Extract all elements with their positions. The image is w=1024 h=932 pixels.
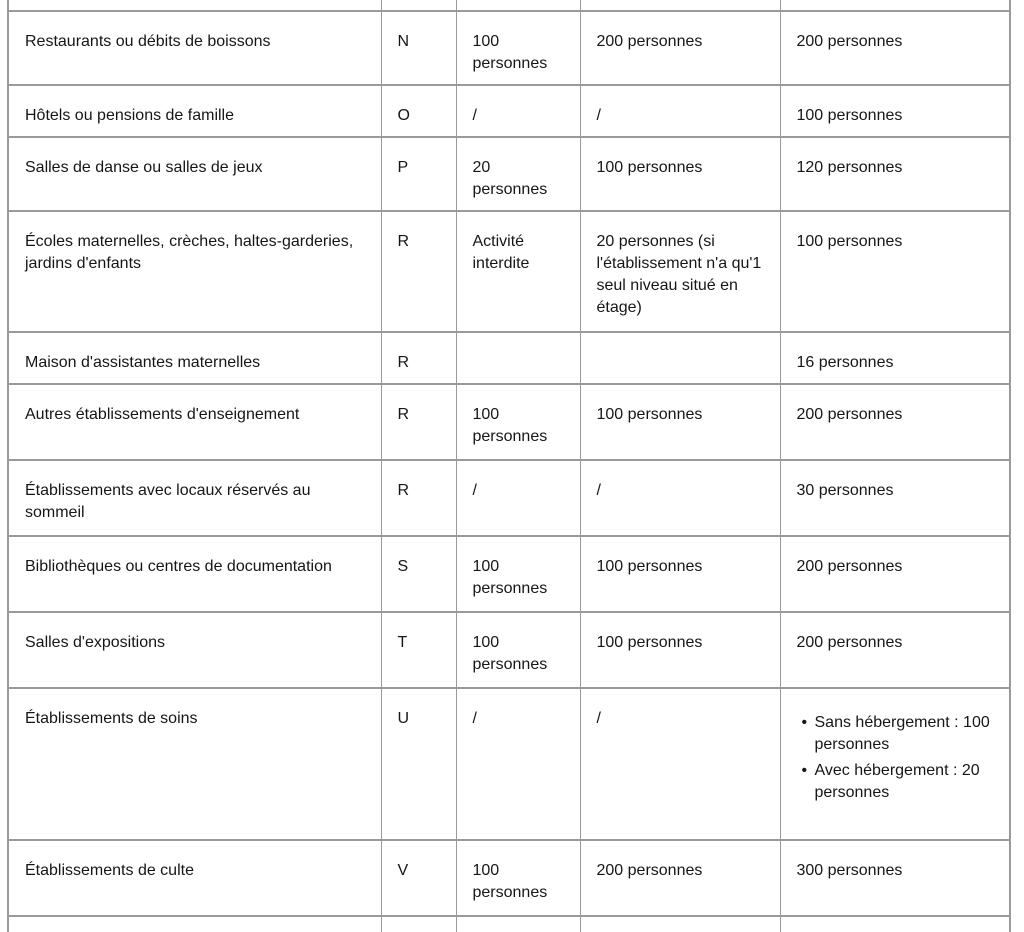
table-row [8,840,1010,916]
table-cell [580,916,780,932]
category-code-cell: R [381,460,456,536]
capacity-cell-col3: / [456,460,580,536]
category-code-cell: O [381,85,456,137]
table-row-partial-bottom [8,916,1010,932]
bullet-icon: • [801,714,808,731]
capacity-cell-col4: / [580,85,780,137]
list-item-text: Sans hébergement : 100 personnes [814,714,990,753]
category-code-cell: R [381,332,456,384]
table-row [8,137,1010,211]
table-row [8,688,1010,840]
capacity-cell-col5: 120 personnes [780,137,1010,211]
table-row [8,536,1010,612]
table-cell [381,916,456,932]
capacity-cell-col4: 200 personnes [580,11,780,85]
list-item [801,712,994,756]
table-row [8,211,1010,332]
capacity-cell-col4: 100 personnes [580,384,780,460]
table-cell [780,0,1010,11]
capacity-cell-col4: 100 personnes [580,536,780,612]
capacity-cell-col3 [456,332,580,384]
table-cell [580,0,780,11]
capacity-cell-col4: 200 personnes [580,840,780,916]
establishment-type-cell: Hôtels ou pensions de famille [8,85,381,137]
capacity-cell-col4: 100 personnes [580,137,780,211]
capacity-cell-col3: 100 personnes [456,840,580,916]
capacity-cell-col5: 200 personnes [780,536,1010,612]
table-row [8,332,1010,384]
capacity-cell-col5: 200 personnes [780,11,1010,85]
capacity-cell-col5: 200 personnes [780,384,1010,460]
establishment-type-cell: Salles d'expositions [8,612,381,688]
category-code-cell: R [381,384,456,460]
capacity-cell-col3: 100 personnes [456,384,580,460]
table-cell [780,916,1010,932]
table-cell [456,916,580,932]
establishment-type-cell: Établissements avec locaux réservés au sommeil [8,460,381,536]
table-cell [456,0,580,11]
category-code-cell: S [381,536,456,612]
list-item [801,760,994,804]
table-row-partial-top [8,0,1010,11]
capacity-cell-col3: Activité interdite [456,211,580,332]
category-code-cell: T [381,612,456,688]
table-row [8,384,1010,460]
capacity-cell-col5: 200 personnes [780,612,1010,688]
establishment-type-cell: Écoles maternelles, crèches, haltes-garderies, jardins d'enfants [8,211,381,332]
capacity-cell-col4: / [580,460,780,536]
table-row [8,85,1010,137]
capacity-cell-col5 [780,688,1010,840]
list-item-text: Avec hébergement : 20 personnes [814,762,980,801]
table-cell [381,0,456,11]
category-code-cell: V [381,840,456,916]
table-row [8,460,1010,536]
capacity-cell-col5: 30 personnes [780,460,1010,536]
establishment-type-cell: Salles de danse ou salles de jeux [8,137,381,211]
category-code-cell: U [381,688,456,840]
capacity-cell-col4: / [580,688,780,840]
capacity-cell-col5: 16 personnes [780,332,1010,384]
establishment-type-cell: Maison d'assistantes maternelles [8,332,381,384]
capacity-cell-col4 [580,332,780,384]
bullet-icon: • [801,762,808,779]
table-cell [8,916,381,932]
establishment-type-cell: Établissements de soins [8,688,381,840]
capacity-cell-col3: 20 personnes [456,137,580,211]
capacity-cell-col3: 100 personnes [456,612,580,688]
establishment-type-cell: Bibliothèques ou centres de documentation [8,536,381,612]
capacity-cell-col5: 300 personnes [780,840,1010,916]
table-row [8,11,1010,85]
capacity-cell-col4: 20 personnes (si l'établissement n'a qu'1 seul niveau situé en étage) [580,211,780,332]
capacity-cell-col3: 100 personnes [456,11,580,85]
capacity-list [797,712,994,804]
category-code-cell: R [381,211,456,332]
capacity-cell-col3: / [456,85,580,137]
capacity-cell-col3: / [456,688,580,840]
erp-capacity-table [7,0,1011,932]
table-cell [8,0,381,11]
capacity-cell-col4: 100 personnes [580,612,780,688]
establishment-type-cell: Établissements de culte [8,840,381,916]
establishment-type-cell: Restaurants ou débits de boissons [8,11,381,85]
capacity-cell-col5: 100 personnes [780,211,1010,332]
category-code-cell: P [381,137,456,211]
capacity-cell-col3: 100 personnes [456,536,580,612]
establishment-type-cell: Autres établissements d'enseignement [8,384,381,460]
table-row [8,612,1010,688]
category-code-cell: N [381,11,456,85]
capacity-cell-col5: 100 personnes [780,85,1010,137]
